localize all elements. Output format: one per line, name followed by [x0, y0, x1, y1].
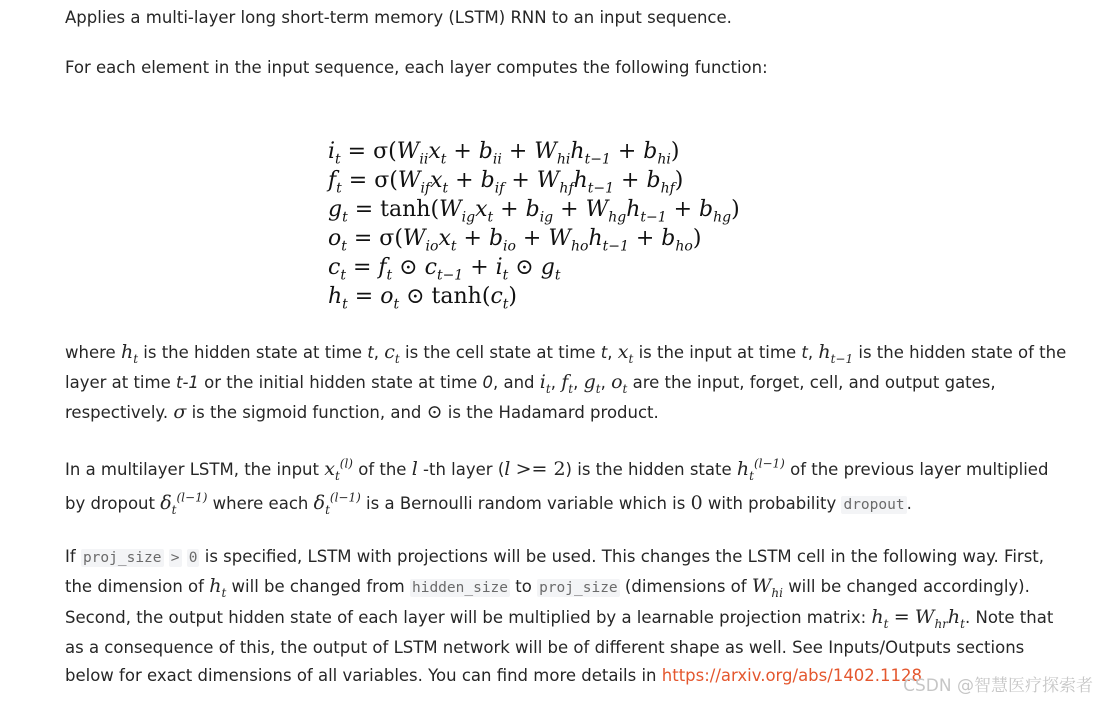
- watermark: CSDN @智慧医疗探索者: [903, 676, 1093, 696]
- proj-line-4: as a consequence of this, the output of LSTM network will be of different shape as well. See Inputs/Outputs sections: [65, 638, 1025, 657]
- proj-line-1: If proj_size > 0 is specified, LSTM with projections will be used. This changes the LSTM cell in the following way. First,: [65, 547, 1045, 566]
- equation-hidden-state: $h_t = o_t$ ⊙ $\tanh(c_t)$: [328, 284, 517, 313]
- hidden-size-code: hidden_size: [411, 580, 509, 596]
- multilayer-line-2: by dropout $\delta_t^{(l-1)}$ where each $\delta_t^{(l-1)}$ is a Bernoulli random variable which is 0 with probability dropout .: [65, 490, 912, 517]
- proj-line-2: the dimension of $h_t$ will be changed from hidden_size to proj_size (dimensions of $W_{hi}$ will be changed accordingly).: [65, 575, 1030, 600]
- equation-cell-state: $c_t = f_t$ ⊙ $c_{t-1} + i_t$ ⊙ $g_t$: [328, 255, 561, 284]
- equation-input-gate: $i_t = \sigma(W_{ii}x_t + b_{ii} + W_{hi}h_{t-1} + b_{hi})$: [328, 139, 680, 168]
- intro-text: Applies a multi-layer long short-term memory (LSTM) RNN to an input sequence.: [65, 8, 732, 27]
- equation-cell-gate: $g_t = \tanh(W_{ig}x_t + b_{ig} + W_{hg}h_{t-1} + b_{hg})$: [328, 197, 740, 226]
- equation-forget-gate: $f_t = \sigma(W_{if}x_t + b_{if} + W_{hf}h_{t-1} + b_{hf})$: [328, 168, 684, 197]
- proj-line-5: below for exact dimensions of all variables. You can find more details in https://arxiv.org/abs/1402.1128: [65, 666, 923, 685]
- equation-output-gate: $o_t = \sigma(W_{io}x_t + b_{io} + W_{ho}h_{t-1} + b_{ho})$: [328, 226, 702, 255]
- where-line-1: where $h_t$ is the hidden state at time t, $c_t$ is the cell state at time t, $x_t$ is the input at time t, $h_{t-1}$ is the hidden state of the: [65, 341, 1067, 366]
- multilayer-line-1: In a multilayer LSTM, the input $x_t^{(l)}$ of the l -th layer (l >= 2) is the hidden state $h_t^{(l-1)}$ of the previous layer multiplied: [65, 456, 1049, 483]
- proj-size-code: proj_size: [82, 550, 162, 566]
- proj-line-3: Second, the output hidden state of each layer will be multiplied by a learnable projection matrix: $h_t = W_{hr}h_t$. Note that: [65, 606, 1054, 631]
- arxiv-link[interactable]: https://arxiv.org/abs/1402.1128: [661, 666, 923, 685]
- where-line-2: layer at time t-1 or the initial hidden state at time 0, and $i_t$, $f_t$, $g_t$, $o_t$ are the input, forget, cell, and output gates,: [65, 371, 996, 396]
- lead-in-text: For each element in the input sequence, each layer computes the following function:: [65, 58, 768, 77]
- lstm-equations: [328, 137, 828, 311]
- dropout-code: dropout: [843, 497, 905, 513]
- where-line-3: respectively. σ is the sigmoid function, and ⊙ is the Hadamard product.: [65, 401, 659, 423]
- proj-size-code-2: proj_size: [539, 580, 618, 596]
